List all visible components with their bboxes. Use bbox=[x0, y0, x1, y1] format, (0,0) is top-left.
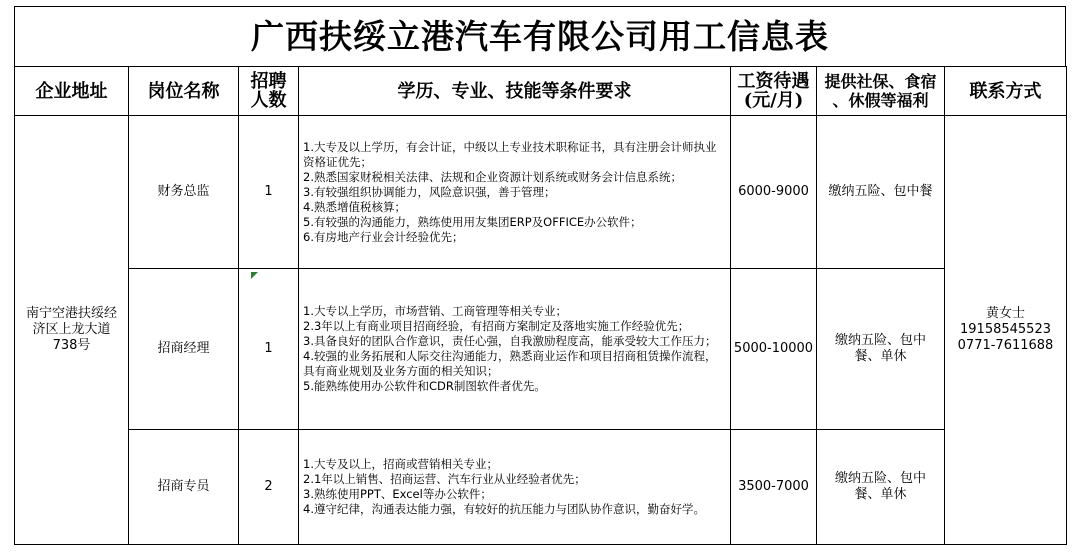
benefits: 缴纳五险、包中餐、单休 bbox=[817, 430, 945, 545]
header-salary-line1: 工资待遇 bbox=[737, 71, 810, 92]
page-title: 广西扶绥立港汽车有限公司用工信息表 bbox=[14, 6, 1066, 66]
header-address: 企业地址 bbox=[15, 67, 129, 116]
header-count-line1: 招聘 bbox=[250, 71, 287, 92]
requirement-item: 3.熟练使用PPT、Excel等办公软件； bbox=[303, 487, 492, 501]
salary-range: 5000-10000 bbox=[731, 269, 817, 430]
salary-range: 3500-7000 bbox=[731, 430, 817, 545]
requirements-cell bbox=[299, 269, 731, 430]
header-count bbox=[239, 67, 299, 116]
position-name: 财务总监 bbox=[129, 116, 239, 269]
job-table bbox=[14, 66, 1067, 545]
header-salary-line2: (元/月) bbox=[743, 90, 804, 111]
table-row bbox=[15, 116, 1067, 269]
header-count-line2: 人数 bbox=[250, 90, 287, 111]
header-requirements: 学历、专业、技能等条件要求 bbox=[299, 67, 731, 116]
hire-count: 2 bbox=[239, 430, 299, 545]
requirements-cell bbox=[299, 116, 731, 269]
contact-mobile: 19158545523 bbox=[960, 322, 1051, 337]
header-benefits bbox=[817, 67, 945, 116]
requirement-item: 1.大专以上学历，市场营销、工商管理等相关专业； bbox=[303, 304, 567, 318]
requirement-item: 1.大专及以上学历，有会计证，中级以上专业技术职称证书，具有注册会计师执业资格证优先； bbox=[303, 139, 717, 169]
contact-info bbox=[945, 116, 1067, 545]
requirement-item: 4.遵守纪律，沟通表达能力强，有较好的抗压能力与团队协作意识，勤奋好学。 bbox=[303, 502, 705, 516]
requirement-item: 3.具备良好的团队合作意识，责任心强，自我激励程度高，能承受较大工作压力； bbox=[303, 334, 717, 348]
requirement-item: 2.1年以上销售、招商运营、汽车行业从业经验者优先； bbox=[303, 472, 586, 486]
hire-count: 1 bbox=[239, 269, 299, 430]
requirement-item: 5.有较强的沟通能力，熟练使用用友集团ERP及OFFICE办公软件； bbox=[303, 214, 642, 229]
requirement-item: 2.熟悉国家财税相关法律、法规和企业资源计划系统或财务会计信息系统； bbox=[303, 169, 682, 184]
header-contact: 联系方式 bbox=[945, 67, 1067, 116]
header-row bbox=[15, 67, 1067, 116]
header-salary bbox=[731, 67, 817, 116]
requirement-item: 2.3年以上有商业项目招商经验，有招商方案制定及落地实施工作经验优先； bbox=[303, 319, 690, 333]
position-name: 招商经理 bbox=[129, 269, 239, 430]
contact-name: 黄女士 bbox=[985, 306, 1025, 321]
requirement-item: 4.较强的业务拓展和人际交往沟通能力，熟悉商业运作和项目招商租赁操作流程，具有商业规划及业务方面的相关知识； bbox=[303, 349, 717, 378]
requirement-item: 6.有房地产行业会计经验优先； bbox=[303, 229, 464, 244]
position-name: 招商专员 bbox=[129, 430, 239, 545]
requirement-item: 3.有较强组织协调能力，风险意识强，善于管理； bbox=[303, 184, 556, 199]
header-position: 岗位名称 bbox=[129, 67, 239, 116]
salary-range: 6000-9000 bbox=[731, 116, 817, 269]
header-benefits-line2: 、休假等福利 bbox=[832, 91, 929, 110]
table-row bbox=[15, 269, 1067, 430]
requirements-cell bbox=[299, 430, 731, 545]
benefits: 缴纳五险、包中餐、单休 bbox=[817, 269, 945, 430]
benefits: 缴纳五险、包中餐 bbox=[817, 116, 945, 269]
company-address: 南宁空港扶绥经济区上龙大道738号 bbox=[15, 116, 129, 545]
requirement-item: 4.熟悉增值税核算； bbox=[303, 199, 406, 214]
contact-phone: 0771-7611688 bbox=[957, 338, 1054, 353]
requirement-item: 1.大专及以上，招商或营销相关专业； bbox=[303, 457, 498, 471]
header-benefits-line1: 提供社保、食宿 bbox=[824, 72, 937, 91]
table-row bbox=[15, 430, 1067, 545]
hire-count: 1 bbox=[239, 116, 299, 269]
job-info-sheet bbox=[14, 6, 1066, 540]
requirement-item: 5.能熟练使用办公软件和CDR制图软件者优先。 bbox=[303, 379, 546, 393]
cell-comment-marker bbox=[251, 272, 258, 279]
